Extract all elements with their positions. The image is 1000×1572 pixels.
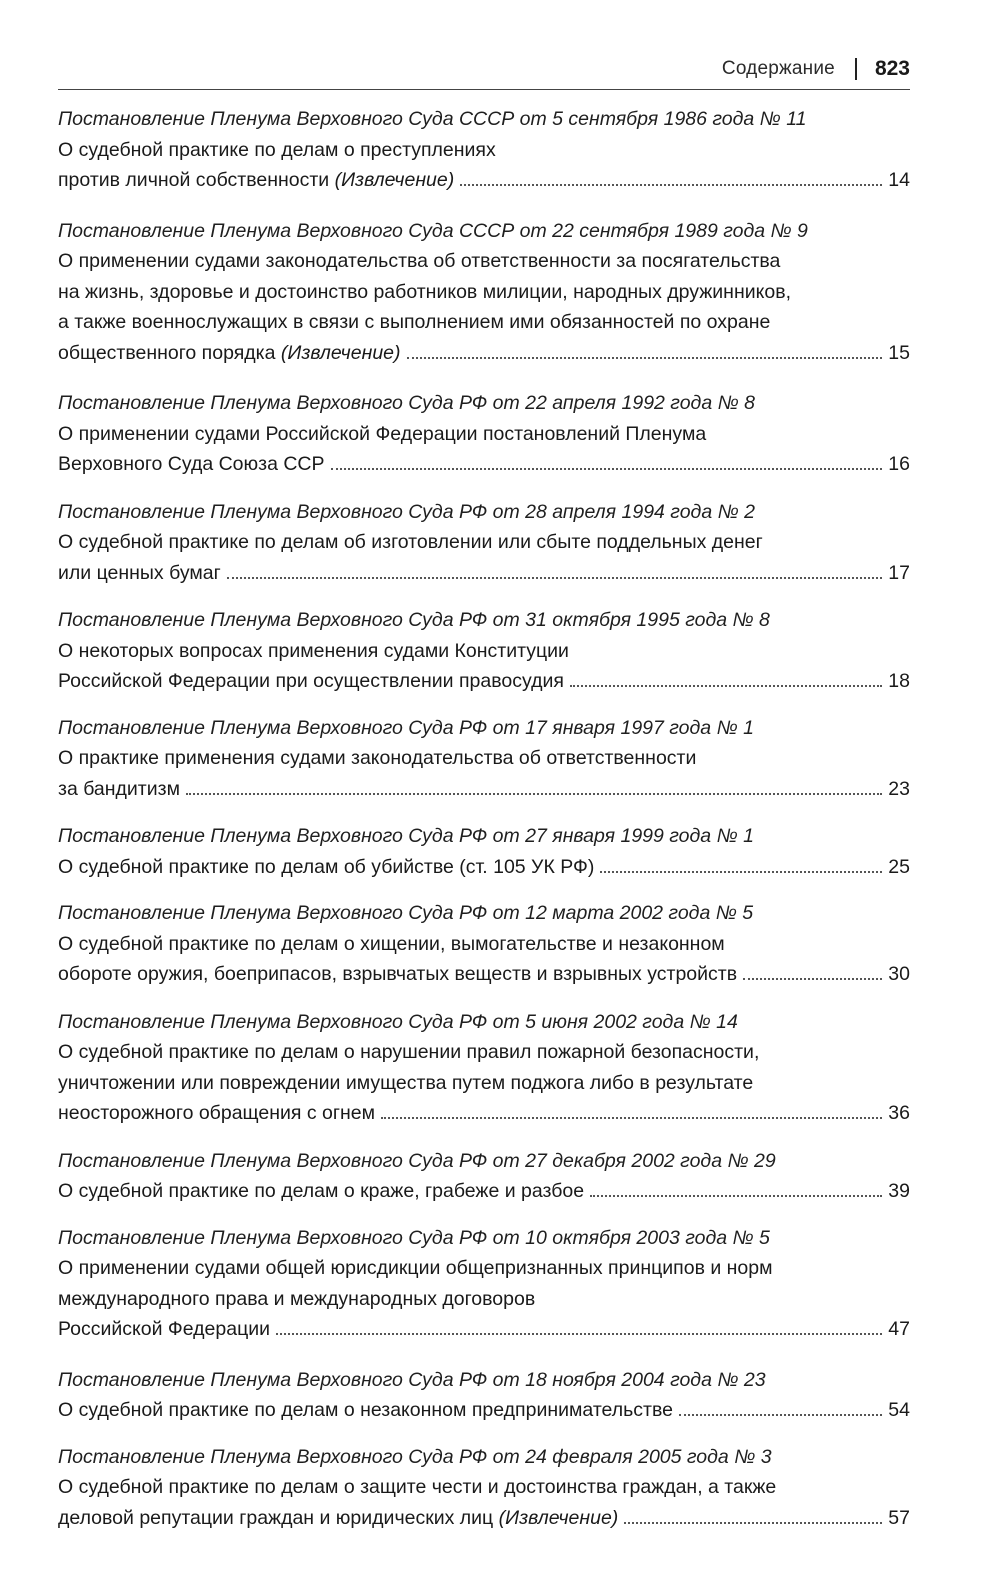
toc-entry-extract-note: (Извлечение) — [334, 169, 455, 191]
toc-entry-last-line — [58, 774, 910, 805]
toc-entry — [58, 1007, 910, 1129]
toc-entry-title-line: О применении судами Российской Федерации постановлений Пленума — [58, 422, 707, 445]
toc-entry-title-text: О судебной практике по делам о незаконном предпринимательстве — [58, 1399, 673, 1421]
dot-leader — [679, 1414, 882, 1416]
toc-entry-last-line — [58, 959, 910, 990]
toc-entry-heading: Постановление Пленума Верховного Суда РФ от 17 января 1997 года № 1 — [58, 716, 754, 739]
toc-entry-title-text: О судебной практике по делам об убийстве (ст. 105 УК РФ) — [58, 855, 595, 878]
running-head — [722, 54, 910, 84]
toc-entry-extract-note: (Извлечение) — [498, 1506, 619, 1529]
dot-leader — [460, 184, 882, 186]
toc-entry — [58, 388, 910, 480]
dot-leader — [227, 577, 882, 579]
toc-entry-title-end — [58, 1314, 270, 1345]
toc-entry-page-number: 23 — [888, 777, 910, 800]
toc-entry-title-end — [58, 449, 325, 480]
dot-leader — [276, 1333, 882, 1335]
toc-entry-heading: Постановление Пленума Верховного Суда СССР от 22 сентября 1989 года № 9 — [58, 219, 808, 242]
toc-entry-heading: Постановление Пленума Верховного Суда РФ от 27 января 1999 года № 1 — [58, 825, 754, 847]
toc-entry-heading: Постановление Пленума Верховного Суда РФ от 27 декабря 2002 года № 29 — [58, 1149, 776, 1172]
toc-entry-heading: Постановление Пленума Верховного Суда РФ от 24 февраля 2005 года № 3 — [58, 1445, 772, 1468]
toc-entry-heading: Постановление Пленума Верховного Суда РФ от 18 ноября 2004 года № 23 — [58, 1368, 766, 1391]
section-title: Содержание — [721, 58, 835, 79]
toc-entry — [58, 605, 910, 697]
toc-entry-title-end — [58, 1503, 618, 1534]
toc-entry-page-number: 57 — [888, 1506, 910, 1529]
toc-entry-last-line — [58, 1176, 910, 1207]
toc-entry-heading: Постановление Пленума Верховного Суда РФ от 12 марта 2002 года № 5 — [58, 902, 754, 924]
toc-entry-title-end — [58, 774, 180, 805]
toc-entry-last-line — [58, 558, 910, 589]
page-number: 823 — [874, 57, 910, 80]
toc-entry-title-line: О судебной практике по делам о хищении, вымогательстве и незаконном — [58, 932, 725, 955]
toc-entry-page-number: 16 — [888, 453, 910, 475]
toc-entry-title-text: О судебной практике по делам о краже, грабеже и разбое — [58, 1180, 585, 1202]
toc-entry-title-line: международного права и международных договоров — [58, 1287, 536, 1310]
table-of-contents — [58, 104, 910, 1533]
toc-entry-last-line — [58, 1503, 910, 1534]
toc-entry-last-line — [58, 1314, 910, 1345]
toc-entry-title-line: О судебной практике по делам о защите чести и достоинства граждан, а также — [58, 1476, 777, 1498]
toc-entry-title-line: на жизнь, здоровье и достоинство работников милиции, народных дружинников, — [58, 280, 791, 303]
toc-entry-title-line: О судебной практике по делам о нарушении правил пожарной безопасности, — [58, 1041, 760, 1063]
toc-entry-title-end — [58, 1395, 673, 1426]
toc-entry-title-text: Российской Федерации при осуществлении правосудия — [58, 670, 564, 692]
toc-entry-last-line — [58, 165, 910, 196]
toc-entry-last-line — [58, 852, 910, 883]
toc-entry — [58, 898, 910, 990]
toc-entry — [58, 1442, 910, 1534]
header-rule — [58, 89, 910, 90]
toc-entry-heading: Постановление Пленума Верховного Суда РФ от 5 июня 2002 года № 14 — [58, 1010, 738, 1033]
toc-entry-last-line — [58, 1395, 910, 1426]
dot-leader — [743, 978, 882, 980]
toc-entry-title-line: а также военнослужащих в связи с выполнением ими обязанностей по охране — [58, 311, 771, 333]
toc-entry-page-number: 36 — [888, 1102, 910, 1124]
toc-entry — [58, 216, 910, 369]
dot-leader — [407, 357, 882, 359]
toc-entry-title-line: О некоторых вопросах применения судами Конституции — [58, 639, 569, 662]
toc-entry-heading: Постановление Пленума Верховного Суда РФ от 22 апреля 1992 года № 8 — [58, 392, 755, 414]
toc-entry — [58, 1146, 910, 1207]
toc-entry-title-line: О судебной практике по делам о преступлениях — [58, 138, 496, 161]
toc-entry — [58, 104, 910, 196]
toc-entry-title-end — [58, 338, 401, 369]
dot-leader — [590, 1195, 882, 1197]
toc-entry — [58, 1223, 910, 1345]
toc-entry-page-number: 54 — [888, 1399, 910, 1421]
toc-entry-title-end — [58, 852, 594, 883]
toc-entry-heading: Постановление Пленума Верховного Суда СССР от 5 сентября 1986 года № 11 — [58, 108, 807, 130]
toc-entry-title-text: Российской Федерации — [58, 1318, 271, 1340]
toc-entry-extract-note: (Извлечение) — [280, 341, 401, 364]
toc-entry-heading: Постановление Пленума Верховного Суда РФ от 10 октября 2003 года № 5 — [58, 1226, 770, 1249]
toc-entry-title-line: О применении судами законодательства об ответственности за посягательства — [58, 250, 781, 272]
toc-entry-last-line — [58, 666, 910, 697]
toc-entry-title-text: против личной собственности — [58, 169, 330, 191]
toc-entry-last-line — [58, 449, 910, 480]
toc-entry-page-number: 39 — [888, 1180, 910, 1202]
toc-entry-title-end — [58, 1098, 375, 1129]
toc-entry-title-text: за бандитизм — [58, 777, 180, 800]
toc-entry-title-line: О судебной практике по делам об изготовлении или сбыте поддельных денег — [58, 531, 763, 553]
toc-entry-title-line: О практике применения судами законодательства об ответственности — [58, 747, 697, 769]
toc-entry — [58, 1365, 910, 1426]
toc-entry-title-end — [58, 1176, 584, 1207]
toc-entry — [58, 821, 910, 882]
toc-entry-title-text: неосторожного обращения с огнем — [58, 1102, 375, 1124]
toc-entry-heading: Постановление Пленума Верховного Суда РФ от 31 октября 1995 года № 8 — [58, 609, 770, 631]
toc-entry-title-text: или ценных бумаг — [58, 561, 221, 584]
dot-leader — [186, 793, 882, 795]
toc-entry-title-line: О применении судами общей юрисдикции общепризнанных принципов и норм — [58, 1257, 773, 1279]
toc-entry — [58, 497, 910, 589]
toc-entry-title-end — [58, 666, 564, 697]
toc-entry-page-number: 30 — [888, 963, 910, 985]
dot-leader — [331, 468, 882, 470]
toc-entry-page-number: 17 — [888, 561, 910, 584]
dot-leader — [570, 685, 882, 687]
toc-entry-last-line — [58, 1098, 910, 1129]
toc-entry-title-text: Верховного Суда Союза ССР — [58, 453, 325, 475]
toc-entry-title-text: обороте оружия, боеприпасов, взрывчатых веществ и взрывных устройств — [58, 963, 738, 985]
toc-entry-title-end — [58, 959, 737, 990]
toc-entry-page-number: 18 — [888, 670, 910, 692]
toc-entry-heading: Постановление Пленума Верховного Суда РФ от 28 апреля 1994 года № 2 — [58, 500, 755, 523]
toc-entry-title-text: общественного порядка — [58, 341, 276, 364]
toc-entry-title-line: уничтожении или повреждении имущества путем поджога либо в результате — [58, 1071, 754, 1094]
toc-entry-page-number: 14 — [888, 169, 910, 191]
toc-entry-page-number: 15 — [888, 341, 910, 364]
header-divider — [855, 58, 857, 80]
toc-entry-title-end — [58, 558, 221, 589]
toc-entry-last-line — [58, 338, 910, 369]
toc-entry — [58, 713, 910, 805]
toc-entry-page-number: 25 — [888, 855, 910, 878]
toc-entry-title-end — [58, 165, 454, 196]
dot-leader — [600, 871, 882, 873]
dot-leader — [381, 1117, 882, 1119]
toc-entry-page-number: 47 — [888, 1318, 910, 1340]
dot-leader — [624, 1522, 882, 1524]
toc-entry-title-text: деловой репутации граждан и юридических лиц — [58, 1506, 494, 1529]
